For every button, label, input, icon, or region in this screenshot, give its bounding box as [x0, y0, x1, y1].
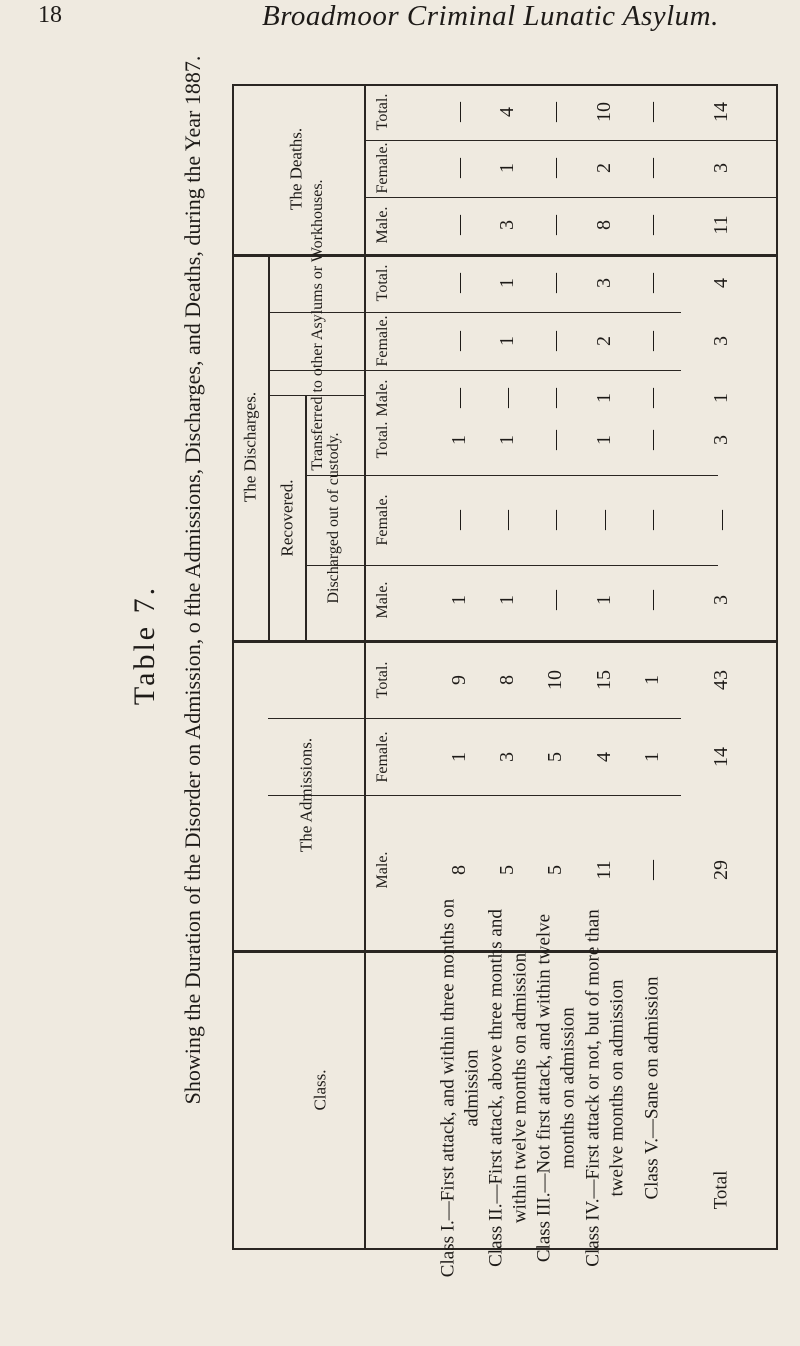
- deaths-total-cell: 11: [710, 215, 732, 235]
- trans-total-cell: 3: [710, 336, 732, 346]
- trans-cell: —: [544, 388, 566, 408]
- discharges-header: The Discharges.: [240, 391, 260, 503]
- adm-total-cell: 29: [710, 860, 732, 880]
- class-label: Class II.—First attack, above three months and: [485, 909, 507, 1267]
- adm-cell: 1: [641, 675, 663, 685]
- rec-cell: 1: [496, 435, 518, 445]
- deaths-total-header: Total.: [374, 93, 391, 131]
- rec-cell: 1: [496, 595, 518, 605]
- column-rule: [305, 565, 718, 566]
- rec-total-header: Total.: [374, 421, 391, 459]
- column-rule: [268, 370, 681, 371]
- rec-cell: 1: [448, 435, 470, 445]
- trans-cell: —: [496, 388, 518, 408]
- rec-cell: —: [544, 510, 566, 530]
- class-label: Class IV.—First attack or not, but of more than: [582, 909, 604, 1267]
- trans-cell: 2: [593, 336, 615, 346]
- trans-cell: 1: [593, 393, 615, 403]
- deaths-cell: —: [448, 102, 470, 122]
- class-label-continued: admission: [461, 1049, 483, 1127]
- table-caption: Showing the Duration of the Disorder on Admission, o fthe Admissions, Discharges, and Deaths, during the Year 1887.: [180, 55, 205, 1105]
- trans-total-cell: 4: [710, 278, 732, 288]
- trans-cell: —: [448, 273, 470, 293]
- trans-cell: 3: [593, 278, 615, 288]
- adm-cell: 5: [544, 752, 566, 762]
- adm-cell: 10: [544, 670, 566, 690]
- deaths-cell: 10: [593, 102, 615, 122]
- table-right-rule: [776, 84, 778, 1250]
- deaths-cell: 8: [593, 220, 615, 230]
- section-rule: [232, 640, 777, 643]
- class-label-continued: months on admission: [557, 1007, 579, 1169]
- adm-cell: —: [641, 860, 663, 880]
- trans-cell: —: [448, 331, 470, 351]
- adm-cell: 5: [496, 865, 518, 875]
- deaths-male-header: Male.: [374, 206, 391, 244]
- rec-male-header: Male.: [374, 581, 391, 619]
- trans-cell: —: [641, 388, 663, 408]
- adm-cell: 15: [593, 670, 615, 690]
- deaths-cell: —: [544, 102, 566, 122]
- deaths-cell: —: [448, 158, 470, 178]
- class-label: Class I.—First attack, and within three months on: [437, 898, 459, 1278]
- deaths-cell: 4: [496, 107, 518, 117]
- table-label: Table 7.: [128, 584, 161, 706]
- adm-cell: 3: [496, 752, 518, 762]
- rec-cell: —: [641, 510, 663, 530]
- header-rule: [305, 395, 307, 640]
- column-rule: [268, 312, 681, 313]
- adm-total-cell: 14: [710, 747, 732, 767]
- class-label: Class III.—Not first attack, and within twelve: [533, 913, 555, 1263]
- rec-cell: 1: [593, 435, 615, 445]
- adm-cell: 11: [593, 860, 615, 880]
- trans-male-header: Male.: [374, 379, 391, 417]
- deaths-female-header: Female.: [374, 142, 391, 194]
- page-number: 18: [38, 2, 62, 28]
- rec-cell: 1: [448, 595, 470, 605]
- trans-total-header: Total.: [374, 264, 391, 302]
- rec-total-cell: —: [710, 510, 732, 530]
- rec-cell: —: [641, 430, 663, 450]
- total-label: Total: [710, 1170, 732, 1210]
- column-rule: [364, 140, 777, 141]
- adm-total-header: Total.: [374, 661, 391, 699]
- column-rule: [268, 795, 681, 796]
- adm-cell: 8: [448, 865, 470, 875]
- rec-female-header: Female.: [374, 494, 391, 546]
- adm-total-cell: 43: [710, 670, 732, 690]
- trans-cell: —: [544, 273, 566, 293]
- trans-cell: 1: [496, 336, 518, 346]
- class-label-continued: within twelve months on admission: [509, 952, 531, 1224]
- column-rule: [305, 475, 718, 476]
- total-row-rule: [690, 84, 777, 85]
- deaths-header: The Deaths.: [286, 127, 306, 211]
- column-rule: [364, 197, 777, 198]
- deaths-cell: —: [641, 102, 663, 122]
- header-rule: [364, 84, 366, 1250]
- trans-cell: —: [641, 331, 663, 351]
- deaths-cell: 2: [593, 163, 615, 173]
- page-header: [0, 0, 800, 40]
- deaths-total-cell: 3: [710, 163, 732, 173]
- trans-female-header: Female.: [374, 315, 391, 367]
- deaths-cell: —: [641, 215, 663, 235]
- trans-cell: 1: [496, 278, 518, 288]
- transferred-header: Transferred to other Asylums or Workhouses.: [309, 179, 326, 471]
- trans-cell: —: [544, 331, 566, 351]
- deaths-cell: —: [544, 158, 566, 178]
- rec-cell: 1: [593, 595, 615, 605]
- running-title: Broadmoor Criminal Lunatic Asylum.: [262, 0, 719, 32]
- adm-male-header: Male.: [374, 851, 391, 889]
- trans-cell: —: [448, 388, 470, 408]
- adm-cell: 1: [641, 752, 663, 762]
- trans-total-cell: 1: [710, 393, 732, 403]
- discharged-out-header: Discharged out of custody.: [325, 432, 342, 604]
- adm-cell: 4: [593, 752, 615, 762]
- rec-total-cell: 3: [710, 435, 732, 445]
- deaths-total-cell: 14: [710, 102, 732, 122]
- trans-cell: —: [641, 273, 663, 293]
- table-left-rule: [232, 84, 234, 1250]
- admissions-header: The Admissions.: [296, 737, 316, 853]
- rec-cell: —: [593, 510, 615, 530]
- deaths-cell: 1: [496, 163, 518, 173]
- class-header: Class.: [310, 1069, 330, 1111]
- adm-cell: 9: [448, 675, 470, 685]
- deaths-cell: —: [641, 158, 663, 178]
- rec-cell: —: [496, 510, 518, 530]
- class-label-continued: twelve months on admission: [606, 979, 628, 1197]
- adm-cell: 5: [544, 865, 566, 875]
- rec-cell: —: [544, 430, 566, 450]
- recovered-header: Recovered.: [277, 479, 297, 557]
- class-label: Class V.—Sane on admission: [641, 976, 663, 1200]
- adm-female-header: Female.: [374, 731, 391, 783]
- deaths-cell: —: [448, 215, 470, 235]
- deaths-cell: —: [544, 215, 566, 235]
- rec-cell: —: [641, 590, 663, 610]
- adm-cell: 8: [496, 675, 518, 685]
- deaths-cell: 3: [496, 220, 518, 230]
- rec-cell: —: [544, 590, 566, 610]
- adm-cell: 1: [448, 752, 470, 762]
- rec-total-cell: 3: [710, 595, 732, 605]
- column-rule: [268, 718, 681, 719]
- rec-cell: —: [448, 510, 470, 530]
